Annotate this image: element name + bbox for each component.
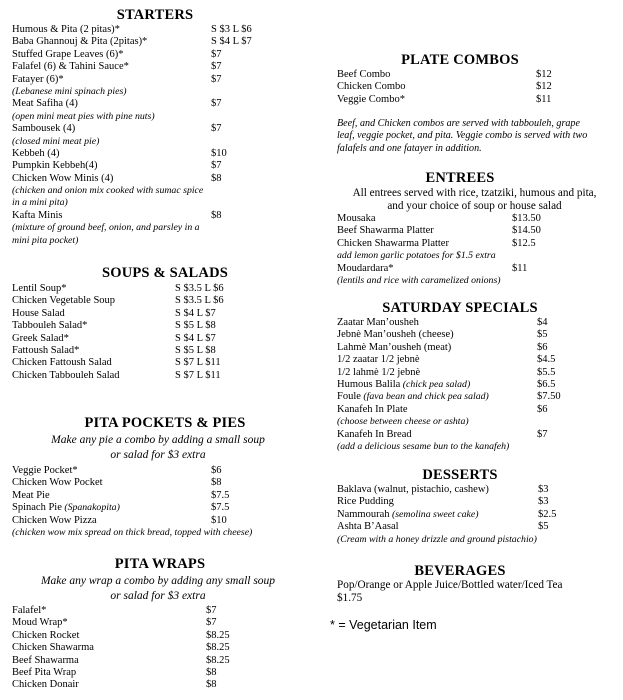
menu-item	[12, 308, 312, 320]
beverages-line-1: Pop/Orange or Apple Juice/Bottled water/Iced Tea	[337, 579, 563, 591]
pita-pockets-heading: PITA POCKETS & PIES	[84, 415, 246, 431]
menu-item-price: S $4 L $7	[175, 332, 216, 344]
menu-item-note	[12, 527, 316, 539]
pita-wraps-list	[12, 605, 316, 692]
menu-item-price: $11	[512, 262, 528, 274]
menu-item-name	[12, 370, 120, 382]
menu-item	[337, 238, 617, 250]
menu-item-name	[337, 509, 478, 521]
menu-item-name-text: Veggie Pocket*	[12, 465, 78, 476]
menu-item-price: S $5 L $8	[175, 320, 216, 332]
menu-item-name	[337, 317, 419, 329]
menu-item-note-text: (add a delicious sesame bun to the kanafeh)	[337, 440, 510, 452]
menu-item-price: $14.50	[512, 225, 541, 237]
menu-item-name-text: Baba Ghannouj & Pita (2pitas)*	[12, 36, 148, 48]
menu-item	[12, 655, 316, 667]
menu-item-name	[12, 515, 97, 527]
menu-item-name	[337, 263, 394, 275]
menu-item	[12, 295, 312, 307]
menu-item-name	[12, 61, 129, 73]
menu-item-name-text: Lahmè Man’ousheh (meat)	[337, 341, 452, 353]
menu-item-price: $5	[538, 521, 549, 533]
menu-item-price: $6.5	[537, 378, 556, 390]
menu-item	[12, 49, 312, 61]
menu-item-name-text: Kanafeh In Plate	[337, 403, 408, 415]
menu-item	[12, 210, 312, 222]
menu-item-name-text: Meat Safiha (4)	[12, 98, 78, 110]
menu-item-name	[337, 354, 420, 366]
menu-item-name	[12, 655, 79, 667]
menu-item-price: $8	[206, 666, 217, 678]
pita-wraps-heading: PITA WRAPS	[114, 556, 206, 572]
menu-item-price: $7.5	[211, 489, 230, 501]
saturday-heading: SATURDAY SPECIALS	[382, 300, 538, 316]
menu-item-name	[12, 283, 67, 295]
menu-item-price: $2.5	[538, 508, 557, 520]
menu-item	[12, 370, 312, 382]
menu-item-name-text: Foule	[337, 391, 361, 403]
menu-item-note-text: (Cream with a honey drizzle and ground pistachio)	[337, 533, 537, 545]
menu-item-name	[12, 477, 103, 489]
menu-item-name	[12, 605, 46, 617]
menu-item-price: $7	[211, 73, 222, 85]
plate-combos-heading: PLATE COMBOS	[401, 52, 519, 68]
menu-item-name	[12, 98, 78, 110]
menu-item-price: S $5 L $8	[175, 344, 216, 356]
menu-item-name-text: Moud Wrap*	[12, 617, 68, 629]
menu-item-name	[337, 81, 406, 93]
menu-item-name-text: Stuffed Grape Leaves (6)*	[12, 48, 124, 60]
menu-item	[337, 484, 617, 496]
saturday-list	[337, 317, 617, 453]
menu-item-name	[12, 617, 68, 629]
menu-item-name	[337, 404, 408, 416]
plate-combos-description	[337, 118, 623, 155]
menu-item-price: $6	[211, 465, 222, 476]
soups-list	[12, 283, 312, 382]
menu-item-price: $11	[536, 93, 552, 105]
menu-item	[12, 74, 312, 86]
starters-list	[12, 24, 312, 247]
menu-item-price: S $3 L $6	[211, 24, 252, 35]
menu-item-name-text: Chicken Vegetable Soup	[12, 295, 116, 307]
menu-item-price: $7	[211, 160, 222, 172]
menu-item	[12, 642, 316, 654]
menu-item-price: $3	[538, 484, 549, 495]
pita-pockets-subtitle-2: or salad for $3 extra	[110, 449, 206, 461]
menu-item	[12, 679, 316, 691]
menu-item	[12, 502, 316, 514]
menu-item	[337, 429, 617, 441]
menu-item-price: $8.25	[206, 629, 230, 641]
menu-item	[337, 342, 617, 354]
plate-combos-list	[337, 69, 617, 106]
plate-combos-description-line-1: Beef, and Chicken combos are served with tabbouleh, grape	[337, 118, 580, 129]
menu-item	[337, 521, 617, 533]
menu-item-note	[12, 86, 312, 98]
menu-item	[12, 345, 312, 357]
menu-item-note-text: (choose between cheese or ashta)	[337, 416, 469, 428]
menu-item-name-text: Chicken Wow Pocket	[12, 477, 103, 489]
menu-item	[337, 81, 617, 93]
pita-pockets-list	[12, 465, 316, 539]
menu-item-price: $8	[211, 477, 222, 489]
menu-item-name	[12, 49, 123, 61]
menu-item-note-text: (open mini meat pies with pine nuts)	[12, 110, 155, 122]
menu-item-name-text: Beef Combo	[337, 69, 391, 80]
menu-item-name-text: Zaatar Man’ousheh	[337, 317, 419, 328]
menu-item	[12, 605, 316, 617]
pita-pockets-subtitle-1: Make any pie a combo by adding a small soup	[51, 434, 265, 446]
menu-item-name-text: Tabbouleh Salad*	[12, 320, 88, 332]
beverages-heading: BEVERAGES	[414, 563, 506, 579]
menu-item-name	[12, 24, 120, 36]
menu-item	[12, 490, 316, 502]
menu-item	[12, 24, 312, 36]
menu-item-name-text: Kafta Minis	[12, 209, 63, 221]
menu-item-price: $7	[537, 428, 548, 440]
menu-item-price: $10	[211, 147, 227, 159]
menu-item-name	[337, 379, 470, 391]
menu-item-note-text: (chicken and onion mix cooked with sumac spice	[12, 185, 204, 197]
menu-item-name-text: Veggie Combo*	[337, 93, 405, 105]
menu-item	[337, 496, 617, 508]
menu-item-name	[337, 367, 420, 379]
menu-item-name-text: Beef Pita Wrap	[12, 666, 77, 678]
menu-item-name-text: Chicken Shawarma Platter	[337, 237, 449, 249]
menu-item-name-text: Kebbeh (4)	[12, 147, 60, 159]
menu-item-price: $7	[211, 61, 222, 73]
menu-item	[337, 379, 617, 391]
soups-heading: SOUPS & SALADS	[101, 265, 229, 281]
menu-item-name-note: (semolina sweet cake)	[389, 508, 479, 520]
entrees-intro	[330, 187, 619, 214]
menu-item-name	[12, 74, 64, 86]
menu-item-name-text: Chicken Combo	[337, 81, 406, 93]
entrees-heading: ENTREES	[425, 170, 495, 186]
entrees-list	[337, 213, 617, 287]
menu-item-price: S $3.5 L $6	[175, 295, 224, 307]
menu-item-price: $8	[211, 209, 222, 221]
menu-item-price: $8	[206, 679, 217, 691]
menu-item-note	[12, 111, 312, 123]
desserts-list	[337, 484, 617, 546]
menu-item-name	[12, 36, 147, 48]
pita-wraps-subtitle-1: Make any wrap a combo by adding any small soup	[40, 575, 276, 587]
menu-item-note	[12, 235, 312, 247]
menu-item	[12, 515, 316, 527]
menu-item-name-text: Rice Pudding	[337, 496, 394, 508]
menu-item	[12, 333, 312, 345]
menu-item-name	[12, 345, 79, 357]
menu-item-price: $3	[538, 496, 549, 508]
menu-item	[337, 317, 617, 329]
beverages-price: $1.75	[337, 592, 363, 604]
menu-item-name-text: Humous & Pita (2 pitas)*	[12, 24, 120, 35]
desserts-heading: DESSERTS	[422, 467, 498, 483]
menu-item-note-text: (Lebanese mini spinach pies)	[12, 85, 127, 97]
menu-item-name-text: Baklava (walnut, pistachio, cashew)	[337, 484, 489, 495]
menu-item	[337, 94, 617, 106]
plate-combos-description-line-2: leaf, veggie pocket, and pita. Veggie combo is served with two	[337, 130, 588, 142]
menu-item-name	[12, 333, 69, 345]
menu-item-name	[337, 329, 454, 341]
menu-item	[12, 477, 316, 489]
menu-item-name-text: Fattoush Salad*	[12, 344, 80, 356]
plate-combos-description-line-3: falafels and one fatayer in addition.	[337, 142, 482, 154]
menu-item-price: $7.50	[537, 391, 561, 403]
menu-item-note	[337, 416, 617, 428]
entrees-intro-line-2: and your choice of soup or house salad	[387, 200, 562, 213]
menu-item	[337, 329, 617, 341]
starters-heading: STARTERS	[116, 7, 194, 23]
menu-item-name	[337, 342, 451, 354]
menu-item	[12, 283, 312, 295]
menu-item-name	[12, 160, 97, 172]
menu-item-name-text: Falafel*	[12, 605, 47, 616]
menu-item	[337, 404, 617, 416]
menu-item-name-note: (fava bean and chick pea salad)	[360, 391, 489, 403]
menu-item-name	[337, 69, 390, 81]
menu-item-name	[337, 225, 434, 237]
menu-item-name	[12, 667, 76, 679]
menu-item-name	[12, 502, 120, 514]
menu-item-name-text: Chicken Rocket	[12, 629, 80, 641]
menu-item-price: $5.5	[537, 366, 556, 378]
menu-item-name	[12, 308, 65, 320]
menu-item-name-text: Chicken Shawarma	[12, 642, 94, 654]
menu-item	[12, 173, 312, 185]
menu-item	[337, 354, 617, 366]
menu-item-name	[12, 357, 112, 369]
menu-item	[12, 465, 316, 477]
menu-item	[337, 367, 617, 379]
menu-item-price: S $4 L $7	[175, 307, 216, 319]
menu-item-name-text: Greek Salad*	[12, 332, 69, 344]
menu-item-name	[337, 429, 412, 441]
menu-item	[337, 263, 617, 275]
menu-item-price: $10	[211, 514, 227, 526]
menu-item-price: $12	[536, 69, 552, 80]
menu-item-name-text: Spinach Pie	[12, 502, 62, 514]
menu-item	[337, 213, 617, 225]
menu-item-name-text: 1/2 lahmè 1/2 jebnè	[337, 366, 421, 378]
menu-item-name-text: Chicken Wow Minis (4)	[12, 172, 114, 184]
menu-item-note-text: in a mini pita)	[12, 197, 68, 209]
menu-item-name	[12, 630, 79, 642]
menu-item	[12, 357, 312, 369]
menu-item	[337, 391, 617, 403]
menu-item	[12, 36, 312, 48]
menu-item-name	[12, 148, 60, 160]
menu-item-note	[337, 250, 617, 262]
menu-item-name-text: Mousaka	[337, 213, 376, 224]
menu-item-price: $7	[211, 98, 222, 110]
menu-item-name	[337, 238, 449, 250]
menu-item	[12, 98, 312, 110]
menu-item-price: S $7 L $11	[175, 369, 221, 381]
menu-item-name-text: Pumpkin Kebbeh(4)	[12, 160, 98, 172]
menu-item-price: $8.25	[206, 642, 230, 654]
menu-item-note	[337, 275, 617, 287]
menu-item-price: $7	[211, 123, 222, 135]
menu-item-note-text: mini pita pocket)	[12, 234, 79, 246]
menu-item	[12, 123, 312, 135]
menu-item	[12, 630, 316, 642]
menu-item-price: $13.50	[512, 213, 541, 224]
menu-item	[12, 667, 316, 679]
menu-item-name-text: Lentil Soup*	[12, 283, 67, 294]
menu-item-name-text: Chicken Donair	[12, 679, 79, 691]
menu-item-name	[12, 679, 79, 691]
menu-item-price: $5	[537, 329, 548, 341]
menu-item-name-text: Ashta B’Aasal	[337, 521, 399, 533]
menu-item-name	[12, 173, 113, 185]
menu-item-price: $12	[536, 81, 552, 93]
menu-item-name	[12, 490, 50, 502]
menu-item-price: $8	[211, 172, 222, 184]
menu-item	[12, 160, 312, 172]
menu-item-name	[12, 465, 78, 477]
menu-item-note	[12, 185, 312, 197]
menu-item-name-text: Beef Shawarma	[12, 654, 79, 666]
menu-item-name-text: Moudardara*	[337, 262, 394, 274]
menu-item-price: $8.25	[206, 654, 230, 666]
menu-item-price: $4.5	[537, 354, 556, 366]
menu-item-price: $4	[537, 317, 548, 328]
menu-item-name-text: Jebnè Man’ousheh (cheese)	[337, 329, 454, 341]
menu-item-name-note: (chick pea salad)	[400, 378, 471, 390]
menu-item-name-text: Meat Pie	[12, 489, 50, 501]
menu-item-note-text: (mixture of ground beef, onion, and parsley in a	[12, 222, 200, 234]
menu-item-name	[12, 123, 75, 135]
menu-item-name-text: Sambousek (4)	[12, 123, 76, 135]
menu-item-note-text: (closed mini meat pie)	[12, 135, 100, 147]
menu-item-price: $6	[537, 403, 548, 415]
menu-item-name	[337, 94, 405, 106]
menu-item	[12, 61, 312, 73]
menu-item-note	[337, 441, 617, 453]
menu-item-price: S $7 L $11	[175, 357, 221, 369]
menu-item-note	[337, 534, 617, 546]
menu-item-name	[337, 213, 376, 225]
menu-item-name-text: Fatayer (6)*	[12, 73, 64, 85]
menu-item-name-text: Beef Shawarma Platter	[337, 225, 434, 237]
menu-item-name	[337, 391, 489, 403]
menu-item	[337, 225, 617, 237]
menu-item-name	[337, 521, 399, 533]
pita-wraps-subtitle-2: or salad for $3 extra	[110, 590, 206, 602]
menu-item	[337, 509, 617, 521]
menu-item-name-text: Chicken Wow Pizza	[12, 514, 97, 526]
menu-item	[12, 617, 316, 629]
menu-item-name-text: Falafel (6) & Tahini Sauce*	[12, 61, 129, 73]
menu-item-note-text: (lentils and rice with caramelized onions)	[337, 274, 501, 286]
menu-item-name	[337, 496, 394, 508]
menu-item-name	[12, 210, 62, 222]
menu-item-note	[12, 222, 312, 234]
menu-item-name-text: Humous Balila	[337, 378, 401, 390]
menu-item-name-text: 1/2 zaatar 1/2 jebnè	[337, 354, 420, 366]
menu-item	[12, 320, 312, 332]
menu-item-price: $12.5	[512, 237, 536, 249]
vegetarian-legend: * = Vegetarian Item	[330, 618, 437, 632]
menu-item-price: $7	[211, 48, 222, 60]
menu-item-price: S $3.5 L $6	[175, 283, 224, 294]
menu-item-note-text: (chicken wow mix spread on thick bread, topped with cheese)	[12, 526, 253, 538]
menu-item-price: S $4 L $7	[211, 36, 252, 48]
menu-item-name-text: Chicken Tabbouleh Salad	[12, 369, 120, 381]
menu-item-name	[12, 295, 115, 307]
menu-item-price: $7.5	[211, 502, 230, 514]
menu-item-name-text: Kanafeh In Bread	[337, 428, 412, 440]
menu-item-price: $6	[537, 341, 548, 353]
menu-item	[337, 69, 617, 81]
menu-item-price: $7	[206, 605, 217, 616]
menu-item-name	[337, 484, 489, 496]
menu-item-note	[12, 136, 312, 148]
menu-item-name	[12, 642, 94, 654]
entrees-intro-line-1: All entrees served with rice, tzatziki, humous and pita,	[352, 187, 597, 199]
menu-item-name-text: House Salad	[12, 307, 65, 319]
menu-item	[12, 148, 312, 160]
menu-item-name-note: (Spanakopita)	[61, 502, 120, 514]
menu-item-name	[12, 320, 87, 332]
menu-item-name-text: Chicken Fattoush Salad	[12, 357, 112, 369]
menu-item-price: $7	[206, 617, 217, 629]
menu-item-name-text: Nammourah	[337, 508, 390, 520]
menu-item-note	[12, 197, 312, 209]
menu-item-note-text: add lemon garlic potatoes for $1.5 extra	[337, 250, 496, 262]
